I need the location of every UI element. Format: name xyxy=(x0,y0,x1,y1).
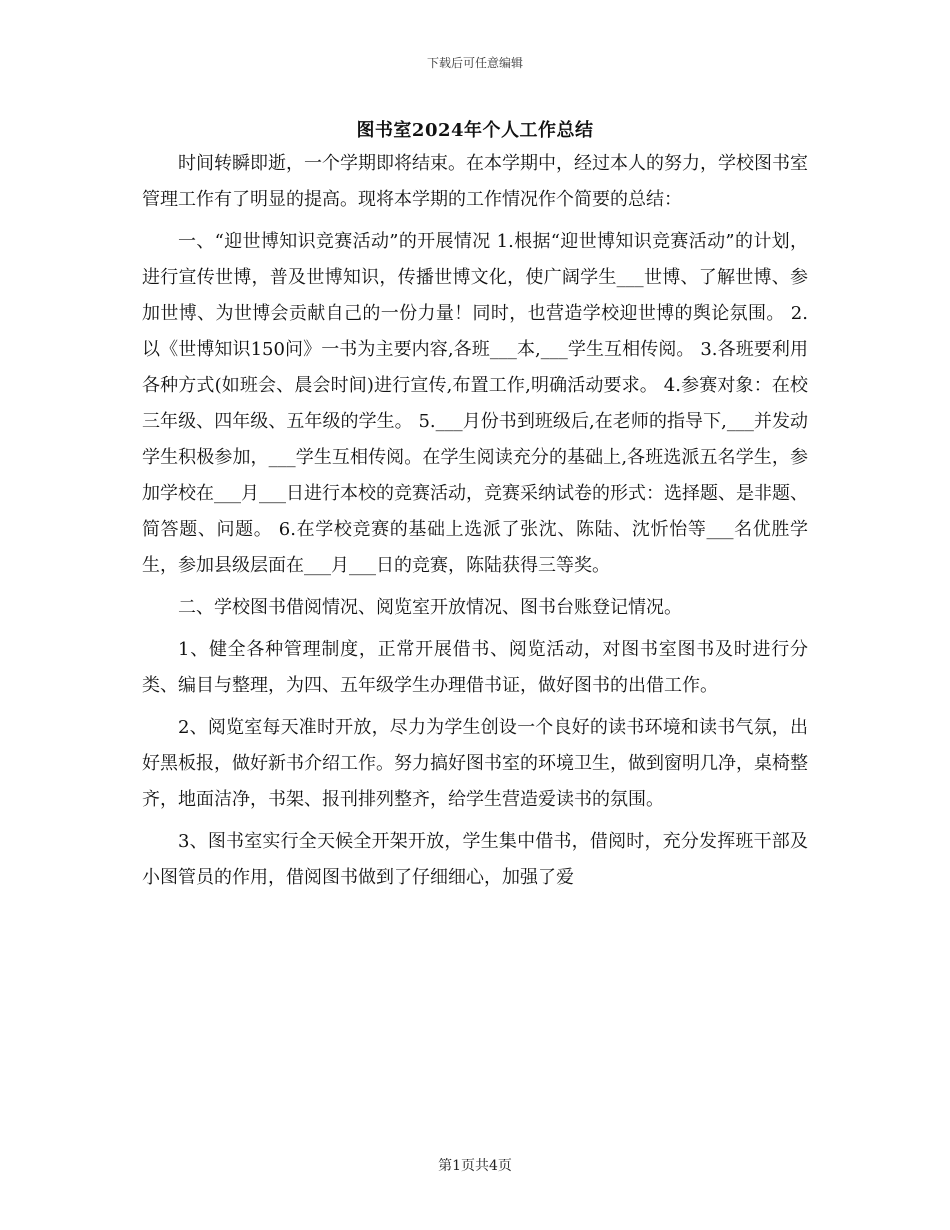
paragraph-item-2: 2、阅览室每天准时开放，尽力为学生创设一个良好的读书环境和读书气氛，出好黑板报，做好新书介绍工作。努力搞好图书室的环境卫生，做到窗明几净，桌椅整齐，地面洁净，书架、报刊排列整齐，给学生营造爱读书的氛围。 xyxy=(142,717,808,810)
paragraph-item-3: 3、图书室实行全天候全开架开放，学生集中借书，借阅时，充分发挥班干部及小图管员的作用，借阅图书做到了仔细细心，加强了爱 xyxy=(142,831,808,888)
paragraph-section-1: 一、“迎世博知识竞赛活动”的开展情况 1.根据“迎世博知识竞赛活动”的计划，进行宣传世博，普及世博知识，传播世博文化，使广阔学生___世博、了解世博、参加世博、为世博会贡献自己的一份力量！同时，也营造学校迎世博的舆论氛围。 2.以《世博知识150问》一书为主要内容,各班___本,___学生互相传阅。 3.各班要利用各种方式(如班会、晨会时间)进行宣传,布置工作,明确活动要求。 4.参赛对象：在校三年级、四年级、五年级的学生。 5.___月份书到班级后,在老师的指导下,___并发动学生积极参加，___学生互相传阅。在学生阅读充分的基础上,各班选派五名学生，参加学校在___月___日进行本校的竞赛活动，竞赛采纳试卷的形式：选择题、是非题、简答题、问题。 6.在学校竞赛的基础上选派了张沈、陈陆、沈忻怡等___名优胜学生，参加县级层面在___月___日的竞赛，陈陆获得三等奖。 xyxy=(142,231,808,576)
paragraph-intro: 时间转瞬即逝，一个学期即将结束。在本学期中，经过本人的努力，学校图书室管理工作有了明显的提高。现将本学期的工作情况作个简要的总结： xyxy=(142,153,808,210)
page-number: 第1页共4页 xyxy=(438,1158,512,1174)
paragraph-section-2-heading: 二、学校图书借阅情况、阅览室开放情况、图书台账登记情况。 xyxy=(178,597,682,618)
document-title: 图书室2024年个人工作总结 xyxy=(356,120,594,141)
document-body xyxy=(142,146,808,896)
header-note: 下载后可任意编辑 xyxy=(426,56,523,70)
paragraph-item-1: 1、健全各种管理制度，正常开展借书、阅览活动，对图书室图书及时进行分类、编目与整理，为四、五年级学生办理借书证，做好图书的出借工作。 xyxy=(142,639,808,696)
